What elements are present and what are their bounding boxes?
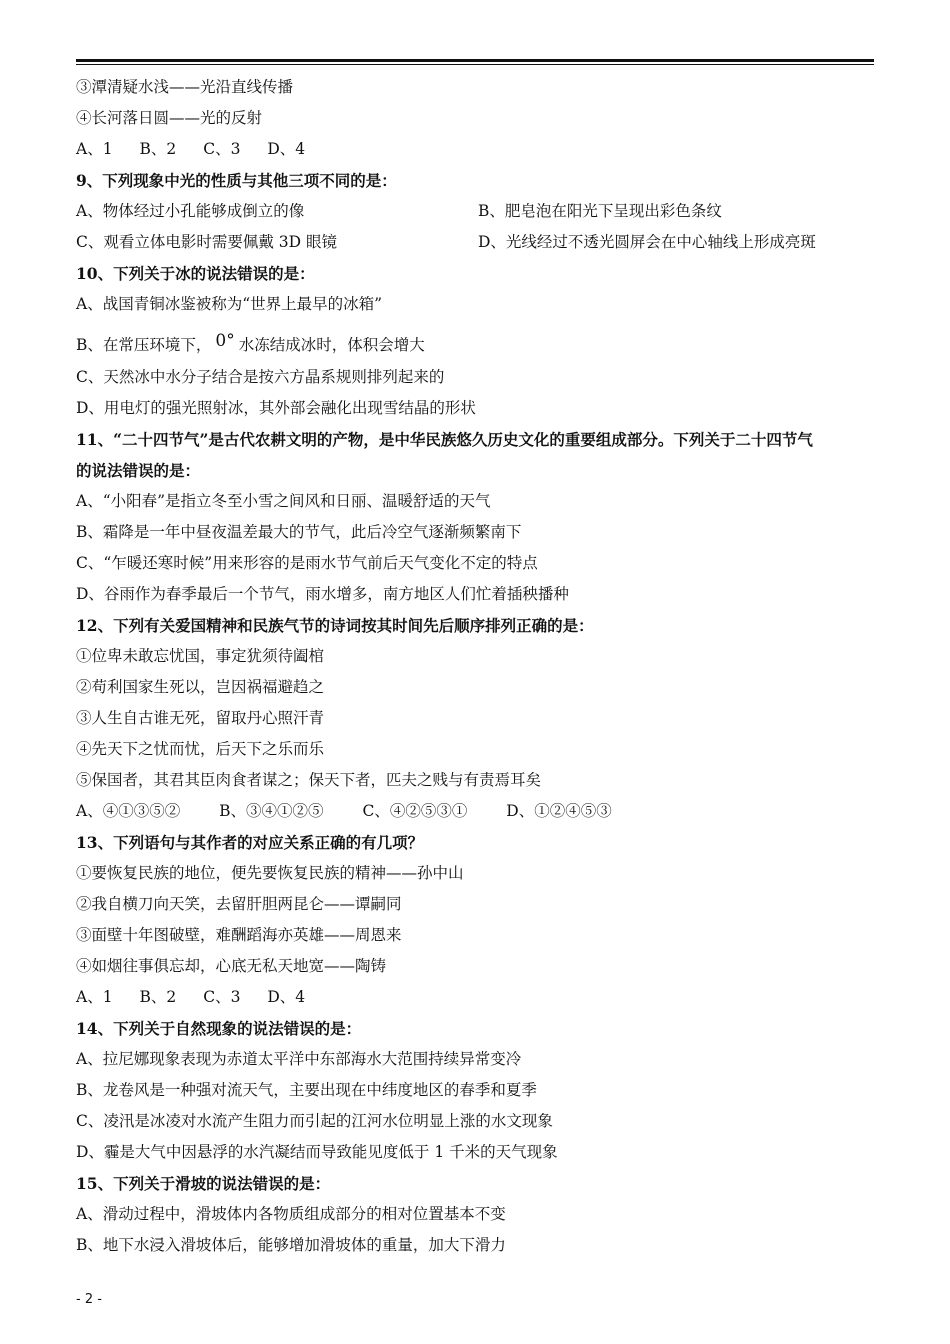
q13-item-4: ④如烟往事俱忘却，心底无私天地宽——陶铸	[76, 957, 387, 975]
q12-item-4: ④先天下之忧而忧，后天下之乐而乐	[76, 740, 325, 758]
q8-option-d: D、4	[267, 140, 306, 158]
q13-item-3: ③面壁十年图破壁，难酬蹈海亦英雄——周恩来	[76, 926, 402, 944]
q8-option-c: C、3	[203, 140, 241, 158]
q13-option-a: A、1	[76, 988, 113, 1006]
q12-option-c: C、④②⑤③①	[362, 802, 468, 820]
q13-options	[76, 982, 876, 1013]
q9-option-b: B、肥皂泡在阳光下呈现出彩色条纹	[478, 202, 722, 220]
q10-option-d: D、用电灯的强光照射冰，其外部会融化出现雪结晶的形状	[76, 399, 476, 417]
q9-stem: 9、下列现象中光的性质与其他三项不同的是：	[76, 171, 397, 190]
q10-option-c: C、天然冰中水分子结合是按六方晶系规则排列起来的	[76, 368, 445, 386]
q12-item-3: ③人生自古谁无死，留取丹心照汗青	[76, 709, 325, 727]
q13-stem: 13、下列语句与其作者的对应关系正确的有几项？	[76, 833, 424, 852]
q10-stem: 10、下列关于冰的说法错误的是：	[76, 264, 315, 283]
q11-stem-line-1: 11、“二十四节气”是古代农耕文明的产物，是中华民族悠久历史文化的重要组成部分。下列关于二十四节气	[76, 430, 813, 449]
q10-option-a: A、战国青铜冰鉴被称为“世界上最早的冰箱”	[76, 295, 383, 313]
q13-item-1: ①要恢复民族的地位，便先要恢复民族的精神——孙中山	[76, 864, 464, 882]
page-number: - 2 -	[76, 1292, 102, 1307]
q13-option-c: C、3	[203, 988, 241, 1006]
q9-options-row-1	[76, 196, 876, 227]
q10-option-b-suffix: 水冻结成冰时，体积会增大	[238, 336, 425, 354]
q12-stem: 12、下列有关爱国精神和民族气节的诗词按其时间先后顺序排列正确的是：	[76, 616, 594, 635]
q12-options	[76, 796, 876, 827]
q12-item-2: ②苟利国家生死以，岂因祸福避趋之	[76, 678, 325, 696]
q14-option-c: C、凌汛是冰凌对水流产生阻力而引起的江河水位明显上涨的水文现象	[76, 1112, 553, 1130]
q8-item-3: ③潭清疑水浅——光沿直线传播	[76, 78, 294, 96]
q9-options-row-2	[76, 227, 876, 258]
q15-stem: 15、下列关于滑坡的说法错误的是：	[76, 1174, 331, 1193]
q10-option-b-prefix: B、在常压环境下，	[76, 336, 212, 354]
q12-item-5: ⑤保国者，其君其臣肉食者谋之；保天下者，匹夫之贱与有责焉耳矣	[76, 771, 542, 789]
q12-option-a: A、④①③⑤②	[76, 802, 181, 820]
q12-item-1: ①位卑未敢忘忧国，事定犹须待阖棺	[76, 647, 325, 665]
q8-option-a: A、1	[76, 140, 113, 158]
q14-option-b: B、龙卷风是一种强对流天气，主要出现在中纬度地区的春季和夏季	[76, 1081, 537, 1099]
q15-option-a: A、滑动过程中，滑坡体内各物质组成部分的相对位置基本不变	[76, 1205, 506, 1223]
q9-option-d: D、光线经过不透光圆屏会在中心轴线上形成亮斑	[478, 233, 816, 251]
q15-option-b: B、地下水浸入滑坡体后，能够增加滑坡体的重量，加大下滑力	[76, 1236, 506, 1254]
q14-stem: 14、下列关于自然现象的说法错误的是：	[76, 1019, 362, 1038]
q12-option-d: D、①②④⑤③	[506, 802, 612, 820]
header-rule-thin	[76, 64, 874, 65]
q8-options	[76, 134, 876, 165]
zero-degree-formula: 0°	[215, 331, 235, 351]
q9-option-a: A、物体经过小孔能够成倒立的像	[76, 202, 305, 220]
q14-option-d: D、霾是大气中因悬浮的水汽凝结而导致能见度低于 1 千米的天气现象	[76, 1143, 558, 1161]
q11-option-b: B、霜降是一年中昼夜温差最大的节气，此后冷空气逐渐频繁南下	[76, 523, 522, 541]
q9-option-c: C、观看立体电影时需要佩戴 3D 眼镜	[76, 233, 338, 251]
q12-option-b: B、③④①②⑤	[219, 802, 324, 820]
q11-option-a: A、“小阳春”是指立冬至小雪之间风和日丽、温暖舒适的天气	[76, 492, 491, 510]
q8-item-4: ④长河落日圆——光的反射	[76, 109, 263, 127]
q11-option-d: D、谷雨作为春季最后一个节气，雨水增多，南方地区人们忙着插秧播种	[76, 585, 569, 603]
q11-stem-line-2: 的说法错误的是：	[76, 461, 201, 480]
header-rule-thick	[76, 59, 874, 62]
q11-option-c: C、“乍暖还寒时候”用来形容的是雨水节气前后天气变化不定的特点	[76, 554, 538, 572]
q13-option-d: D、4	[267, 988, 306, 1006]
q14-option-a: A、拉尼娜现象表现为赤道太平洋中东部海水大范围持续异常变冷	[76, 1050, 522, 1068]
q13-item-2: ②我自横刀向天笑，去留肝胆两昆仑——谭嗣同	[76, 895, 402, 913]
q10-option-b	[76, 320, 876, 362]
q13-option-b: B、2	[139, 988, 177, 1006]
exam-page-content	[76, 72, 876, 1261]
q8-option-b: B、2	[139, 140, 177, 158]
